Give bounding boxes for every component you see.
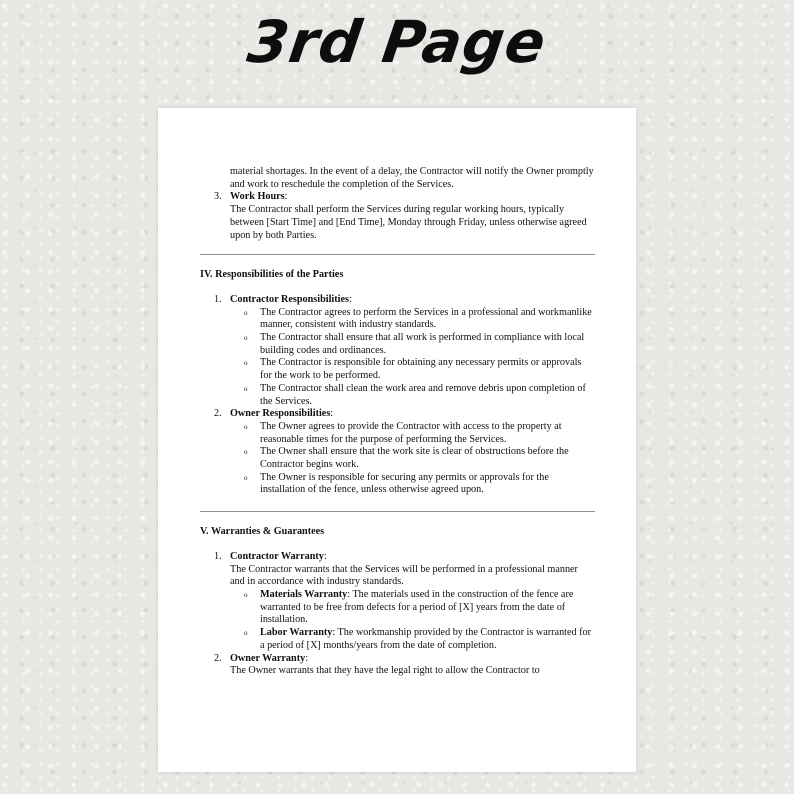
bullet-item <box>200 627 595 652</box>
bullet-item <box>200 332 595 357</box>
bullet-item <box>200 472 595 497</box>
bullet-text: The Contractor shall clean the work area and remove debris upon completion of the Services. <box>260 382 586 407</box>
list-item-owner-warranty <box>200 653 595 678</box>
owner-responsibilities-title: Owner Responsibilities <box>230 408 331 420</box>
bullet-icon: o <box>244 448 248 457</box>
document-page <box>158 108 636 772</box>
bullet-icon: o <box>244 473 248 482</box>
bullet-icon: o <box>244 308 248 317</box>
colon: : <box>305 652 309 664</box>
bullet-text: The Contractor agrees to perform the Services in a professional and workmanlike manner, consistent with industry standards. <box>260 306 592 331</box>
list-item-work-hours <box>200 191 595 242</box>
list-item-owner-responsibilities <box>200 408 595 421</box>
bullet-item <box>200 357 595 382</box>
continuation-text: material shortages. In the event of a delay, the Contractor will notify the Owner promptly and work to reschedule the completion of the Services. <box>230 166 594 190</box>
bullet-icon: o <box>244 334 248 343</box>
bullet-icon: o <box>244 384 248 393</box>
document-content <box>200 166 595 678</box>
list-item-contractor-responsibilities <box>200 294 595 307</box>
owner-warranty-title: Owner Warranty <box>230 652 306 664</box>
contractor-warranty-text: The Contractor warrants that the Services will be performed in a professional manner and in accordance with industry standards. <box>230 563 578 588</box>
bullet-icon: o <box>244 629 248 638</box>
colon: : <box>284 191 288 203</box>
bullet-text: The Owner shall ensure that the work site is clear of obstructions before the Contractor begins work. <box>260 446 569 471</box>
bullet-title: Materials Warranty <box>260 588 348 600</box>
item-number: 1. <box>214 550 222 562</box>
bullet-text: : The workmanship provided by the Contractor is warranted for a period of [X] months/years from the date of completion. <box>260 627 592 651</box>
page-headline: 3rd Page <box>243 8 551 76</box>
section-heading-responsibilities: IV. Responsibilities of the Parties <box>200 269 344 281</box>
owner-warranty-text: The Owner warrants that they have the legal right to allow the Contractor to <box>230 665 540 677</box>
bullet-item <box>200 589 595 627</box>
item-number: 2. <box>214 652 222 664</box>
bullet-text: The Contractor shall ensure that all work is performed in compliance with local building codes and ordinances. <box>260 332 585 356</box>
bullet-text: The Contractor is responsible for obtaining any necessary permits or approvals for the work to be performed. <box>260 357 582 382</box>
colon: : <box>348 293 352 305</box>
colon: : <box>323 550 327 562</box>
section-heading-warranties: V. Warranties & Guarantees <box>200 526 325 538</box>
bullet-text: : The materials used in the construction of the fence are warranted to be free from defects for a period of [X] years from the date of installation. <box>260 588 574 626</box>
contractor-warranty-title: Contractor Warranty <box>230 550 324 562</box>
item-number: 1. <box>214 293 222 305</box>
bullet-icon: o <box>244 590 248 599</box>
bullet-title: Labor Warranty <box>260 627 333 639</box>
bullet-item <box>200 383 595 408</box>
work-hours-title: Work Hours <box>230 191 285 203</box>
list-item-continuation <box>200 166 595 191</box>
bullet-icon: o <box>244 359 248 368</box>
colon: : <box>330 408 334 420</box>
bullet-text: The Owner agrees to provide the Contractor with access to the property at reasonable times for the purpose of performing the Services. <box>260 420 562 445</box>
contractor-responsibilities-title: Contractor Responsibilities <box>230 293 349 305</box>
bullet-item <box>200 421 595 446</box>
bullet-item <box>200 446 595 471</box>
item-number: 2. <box>214 408 222 420</box>
bullet-text: The Owner is responsible for securing any permits or approvals for the installation of the fence, unless otherwise agreed upon. <box>260 471 549 496</box>
bullet-icon: o <box>244 422 248 431</box>
bullet-item <box>200 307 595 332</box>
list-item-contractor-warranty <box>200 551 595 589</box>
item-number: 3. <box>214 191 222 203</box>
work-hours-text: The Contractor shall perform the Services during regular working hours, typically between [Start Time] and [End Time], Monday through Friday, unless otherwise agreed upon by both Parties. <box>230 204 587 241</box>
